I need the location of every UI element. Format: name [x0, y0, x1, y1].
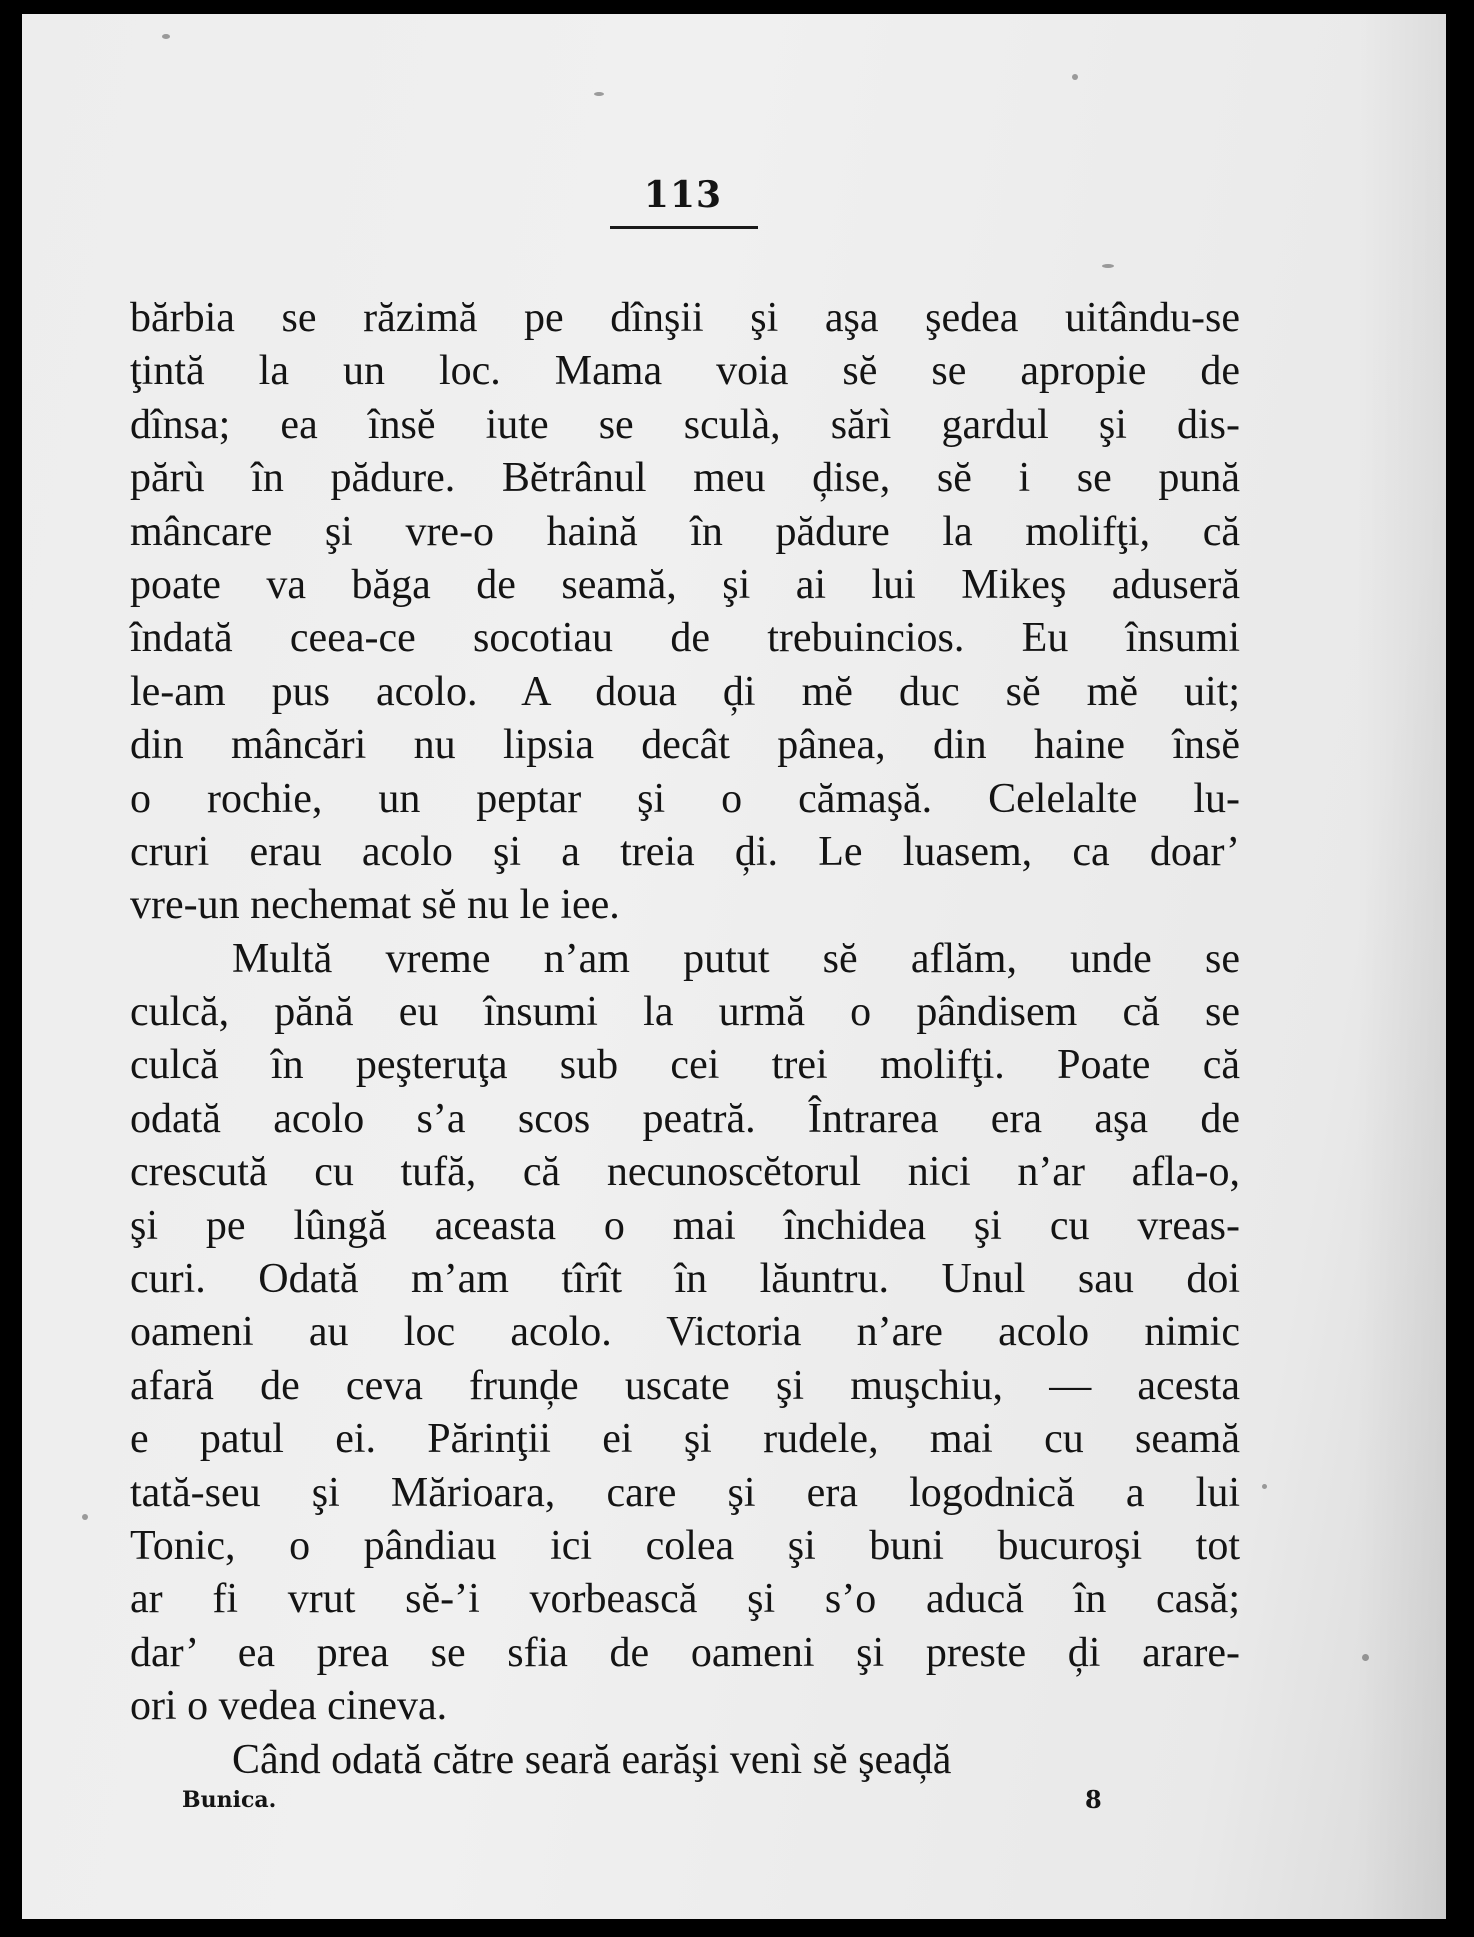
text-line: mâncare şi vre-o haină în pădure la molifţi, că: [130, 508, 1240, 555]
text-line: le-am pus acolo. A doua ḑi mĕ duc sĕ mĕ uit;: [130, 668, 1240, 715]
scanned-book-page: [22, 14, 1446, 1919]
text-line: cruri erau acolo şi a treia ḑi. Le luasem, ca doar’: [130, 828, 1240, 875]
text-line: oameni au loc acolo. Victoria n’are acolo nimic: [130, 1309, 1240, 1356]
text-line: îndată ceea-ce socotiau de trebuincios. Eu însumi: [130, 615, 1240, 662]
text-line: e patul ei. Părinţii ei şi rudele, mai cu seamă: [130, 1416, 1240, 1463]
text-line: ori o vedea cineva.: [130, 1683, 448, 1730]
text-line: dînsa; ea însĕ iute se sculà, sărì gardul şi dis-: [130, 401, 1240, 448]
text-line: bărbia se răzimă pe dînşii şi aşa şedea uitându-se: [130, 295, 1240, 341]
print-speck: [1102, 264, 1114, 268]
text-line: din mâncări nu lipsia decât pânea, din haine însĕ: [130, 722, 1240, 769]
text-line: Multă vreme n’am putut sĕ aflăm, unde se: [232, 935, 1240, 982]
text-line: crescută cu tufă, că necunoscĕtorul nici n’ar afla-o,: [130, 1149, 1240, 1196]
text-line: ţintă la un loc. Mama voia sĕ se apropie de: [130, 348, 1240, 395]
text-line: tată-seu şi Mărioara, care şi era logodnică a lui: [130, 1469, 1240, 1516]
text-line: afară de ceva frunḑe uscate şi muşchiu, — acesta: [130, 1362, 1240, 1409]
text-line: poate va băga de seamă, şi ai lui Mikeş aduseră: [130, 561, 1240, 608]
text-line: ar fi vrut sĕ-’i vorbească şi s’o aducă în casă;: [130, 1576, 1240, 1623]
text-line: dar’ ea prea se sfia de oameni şi preste ḑi arare-: [130, 1629, 1240, 1676]
print-speck: [594, 92, 604, 96]
print-speck: [1072, 74, 1078, 80]
body-text: [130, 292, 1240, 1787]
text-line: Tonic, o pândiau ici colea şi buni bucuroşi tot: [130, 1522, 1240, 1569]
page-number: 113: [643, 174, 723, 216]
text-line: Când odată către seară earăşi venì sĕ şeaḑă: [232, 1736, 952, 1783]
text-line: părù în pădure. Bĕtrânul meu ḑise, sĕ i se pună: [130, 455, 1240, 502]
page-number-rule: [610, 226, 758, 229]
text-line: curi. Odată m’am tîrît în lăuntru. Unul sau doi: [130, 1256, 1240, 1303]
text-line: o rochie, un peptar şi o cămaşă. Celelalte lu-: [130, 775, 1240, 822]
footer-signature-mark: Bunica.: [182, 1787, 277, 1813]
print-speck: [1262, 1484, 1267, 1489]
print-speck: [1362, 1654, 1369, 1661]
text-line: vre-un nechemat sĕ nu le iee.: [130, 882, 620, 929]
print-speck: [162, 34, 170, 39]
footer-sheet-number: 8: [1085, 1785, 1102, 1814]
text-line: odată acolo s’a scos peatră. Întrarea era aşa de: [130, 1095, 1240, 1142]
print-speck: [82, 1514, 88, 1520]
text-line: şi pe lûngă aceasta o mai închidea şi cu vreas-: [130, 1202, 1240, 1249]
text-line: culcă, pănă eu însumi la urmă o pândisem că se: [130, 989, 1240, 1036]
text-line: culcă în peşteruţa sub cei trei molifţi. Poate că: [130, 1042, 1240, 1089]
